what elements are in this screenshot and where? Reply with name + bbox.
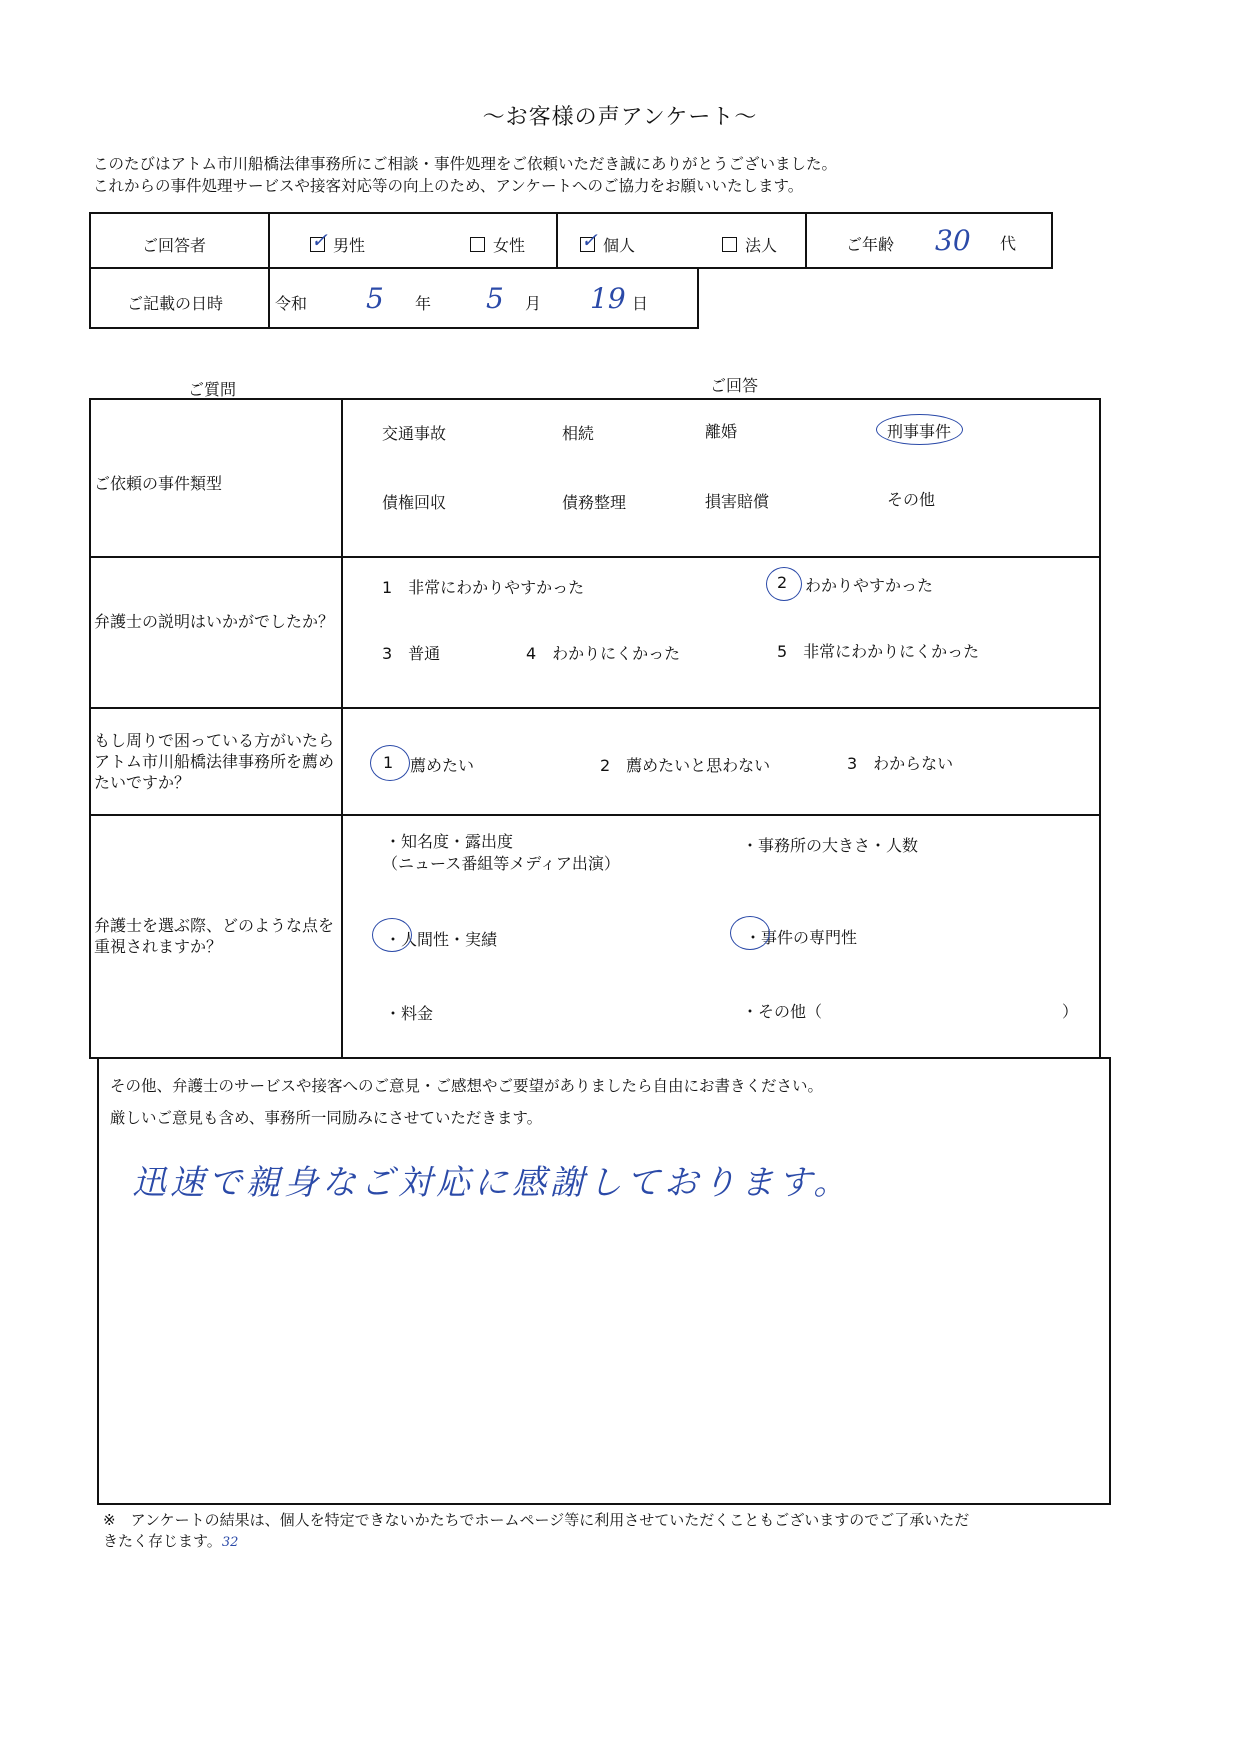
q2-option-5[interactable]: 5 非常にわかりにくかった bbox=[777, 642, 980, 661]
free-comment-prompt-1: その他、弁護士のサービスや接客へのご意見・ご感想やご要望がありましたら自由にお書きください。 bbox=[110, 1077, 824, 1095]
q1-option-inheritance[interactable]: 相続 bbox=[562, 424, 595, 443]
selection-circle-icon bbox=[370, 745, 410, 781]
q4-option-fame[interactable]: ・知名度・露出度 bbox=[385, 832, 514, 851]
q4-option-office-size[interactable]: ・事務所の大きさ・人数 bbox=[742, 836, 919, 855]
question-header: ご質問 bbox=[188, 380, 237, 399]
checkbox-icon bbox=[470, 237, 485, 252]
q4-option-fee[interactable]: ・料金 bbox=[385, 1004, 434, 1023]
gender-male-option[interactable]: ✓ 男性 bbox=[311, 228, 366, 255]
q1-option-other[interactable]: その他 bbox=[887, 490, 936, 509]
intro-line-2: これからの事件処理サービスや接客対応等の向上のため、アンケートへのご協力をお願いいたします。 bbox=[93, 177, 804, 195]
q3-option-2[interactable]: 2 薦めたいと思わない bbox=[600, 756, 771, 775]
date-year-unit: 年 bbox=[415, 294, 432, 313]
checkbox-checked-icon: ✓ bbox=[581, 228, 598, 252]
footer-note-line-2: きたく存じます。32 bbox=[103, 1532, 239, 1550]
q1-option-divorce[interactable]: 離婚 bbox=[705, 422, 738, 441]
age-unit: 代 bbox=[1000, 234, 1017, 253]
q2-question: 弁護士の説明はいかがでしたか？ bbox=[94, 612, 335, 631]
q2-option-1[interactable]: 1 非常にわかりやすかった bbox=[382, 578, 585, 597]
q4-option-character[interactable]: ・人間性・実績 bbox=[385, 930, 498, 949]
q3-option-1-number[interactable]: 1 bbox=[383, 753, 394, 772]
answer-header: ご回答 bbox=[710, 376, 759, 395]
q3-question: もし周りで困っている方がいたらアトム市川船橋法律事務所を薦めたいですか？ bbox=[94, 731, 335, 792]
q3-option-1-label[interactable]: 薦めたい bbox=[410, 756, 475, 775]
gender-female-option[interactable]: 女性 bbox=[470, 233, 525, 256]
date-era: 令和 bbox=[275, 294, 308, 313]
page-number: 32 bbox=[221, 1535, 239, 1550]
age-label: ご年齢 bbox=[846, 235, 895, 254]
q4-option-expertise[interactable]: ・事件の専門性 bbox=[745, 928, 858, 947]
q2-option-3[interactable]: 3 普通 bbox=[382, 644, 441, 663]
q2-option-2-number[interactable]: 2 bbox=[777, 573, 788, 592]
type-corporate-option[interactable]: 法人 bbox=[722, 233, 777, 256]
q1-option-criminal[interactable]: 刑事事件 bbox=[887, 422, 952, 441]
date-year-value[interactable]: 5 bbox=[366, 282, 384, 315]
q4-option-other[interactable]: ・その他（ bbox=[742, 1002, 823, 1021]
selection-circle-icon bbox=[766, 567, 802, 601]
date-month-value[interactable]: 5 bbox=[486, 282, 504, 315]
q4-option-other-close: ） bbox=[1062, 1002, 1079, 1021]
q1-option-traffic[interactable]: 交通事故 bbox=[382, 424, 447, 443]
selection-circle-icon bbox=[730, 916, 770, 950]
page-title: ～お客様の声アンケート～ bbox=[482, 105, 758, 130]
q1-question: ご依頼の事件類型 bbox=[94, 474, 223, 493]
respondent-label: ご回答者 bbox=[142, 236, 207, 255]
free-comment-answer[interactable]: 迅速で親身なご対応に感謝しております。 bbox=[132, 1163, 852, 1203]
date-day-unit: 日 bbox=[632, 294, 649, 313]
q3-option-3[interactable]: 3 わからない bbox=[847, 754, 954, 773]
selection-circle-icon bbox=[876, 414, 963, 445]
q1-option-debt-restructuring[interactable]: 債務整理 bbox=[562, 493, 627, 512]
q1-option-debt-collection[interactable]: 債権回収 bbox=[382, 493, 447, 512]
selection-circle-icon bbox=[372, 918, 412, 952]
checkbox-icon bbox=[722, 237, 737, 252]
q2-option-4[interactable]: 4 わかりにくかった bbox=[526, 644, 681, 663]
footer-note-line-1: ※ アンケートの結果は、個人を特定できないかたちでホームページ等に利用させていただくこともございますのでご了承いただ bbox=[103, 1511, 970, 1529]
q4-question: 弁護士を選ぶ際、どのような点を重視されますか？ bbox=[94, 916, 335, 956]
q2-option-2-label[interactable]: わかりやすかった bbox=[805, 576, 934, 595]
date-day-value[interactable]: 19 bbox=[590, 282, 626, 315]
free-comment-prompt-2: 厳しいご意見も含め、事務所一同励みにさせていただきます。 bbox=[110, 1109, 543, 1127]
checkbox-checked-icon: ✓ bbox=[311, 228, 328, 252]
q4-option-fame-note: （ニュース番組等メディア出演） bbox=[382, 854, 620, 873]
type-individual-option[interactable]: ✓ 個人 bbox=[581, 228, 636, 255]
intro-line-1: このたびはアトム市川船橋法律事務所にご相談・事件処理をご依頼いただき誠にありがとうございました。 bbox=[93, 155, 838, 173]
date-label: ご記載の日時 bbox=[127, 294, 224, 313]
age-value[interactable]: 30 bbox=[935, 224, 971, 257]
q1-option-damages[interactable]: 損害賠償 bbox=[705, 492, 770, 511]
date-month-unit: 月 bbox=[525, 294, 542, 313]
